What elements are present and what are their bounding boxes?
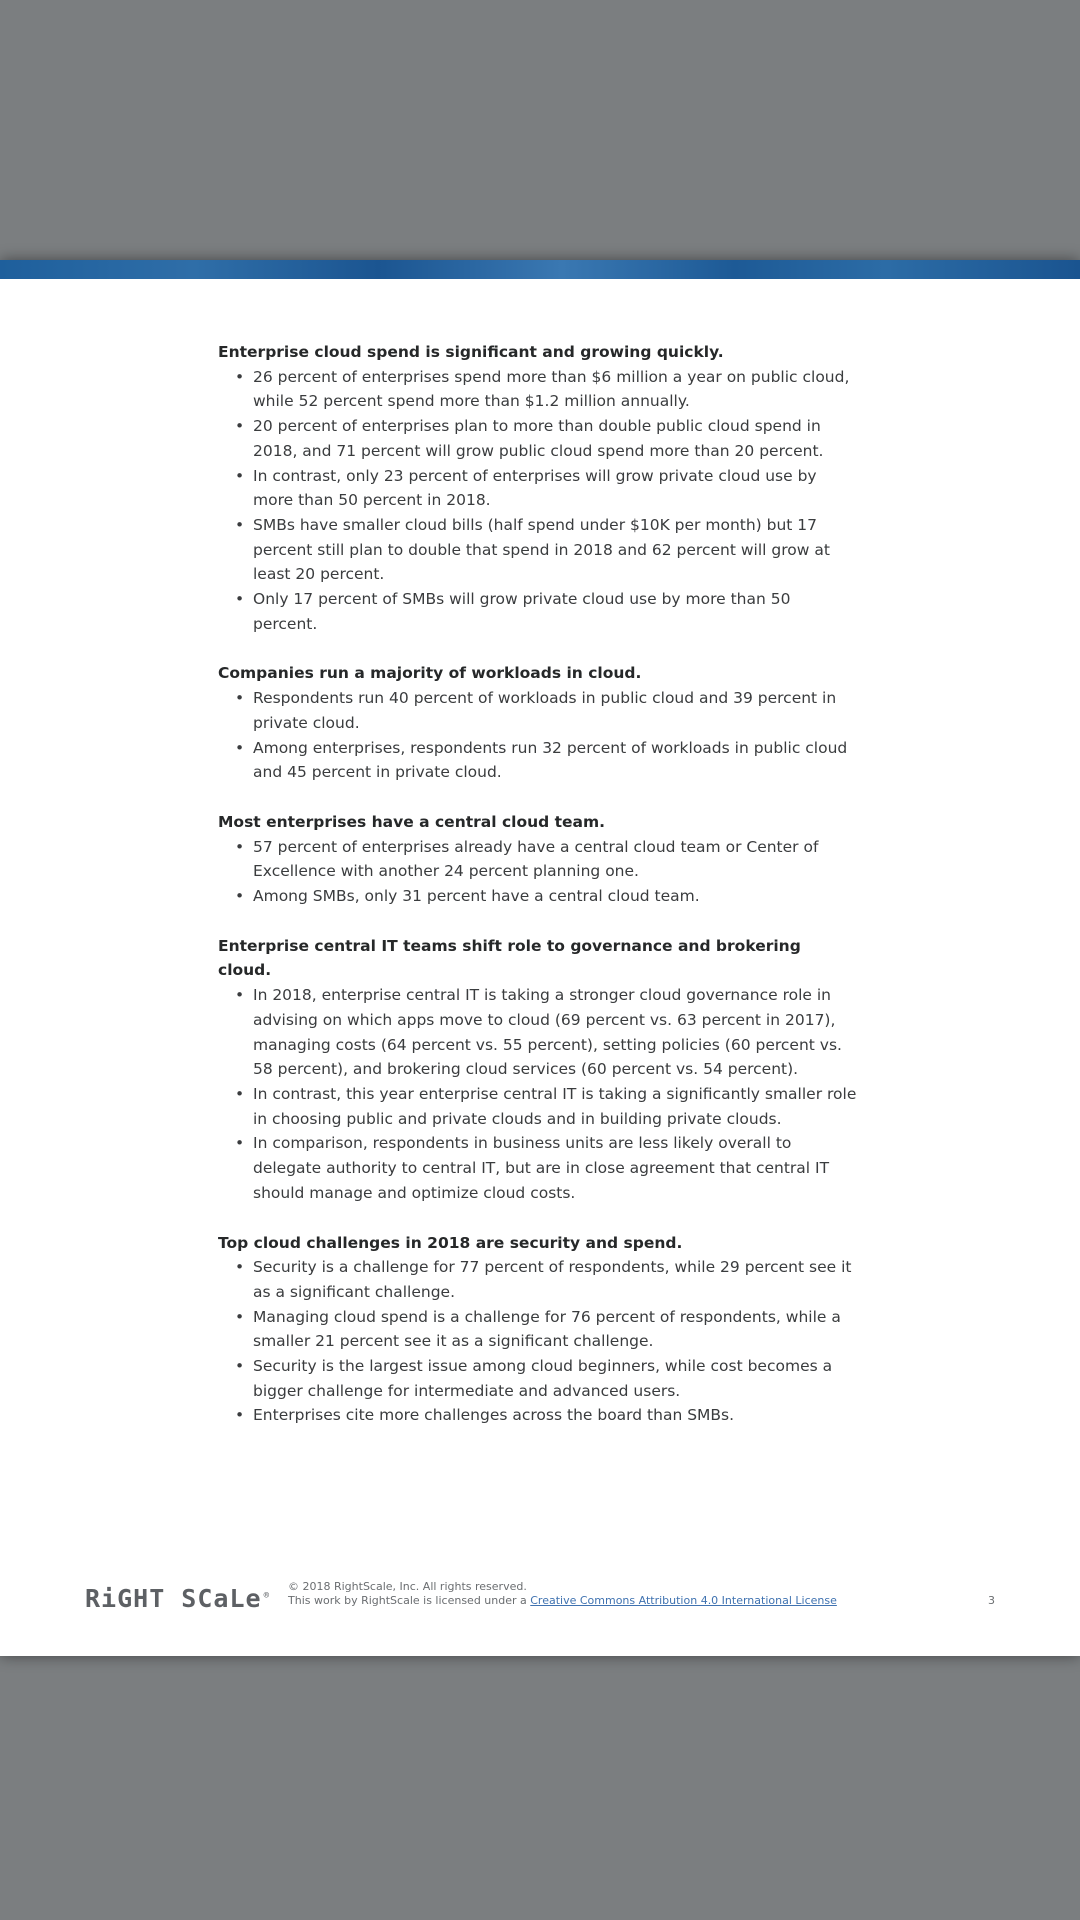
- copyright-text: © 2018 RightScale, Inc. All rights reserved.: [288, 1580, 527, 1593]
- bullet-text: 20 percent of enterprises plan to more than double public cloud spend in 2018, and 71 percent will grow public cloud spend more than 20 percent.: [253, 417, 824, 460]
- section-title: Enterprise central IT teams shift role to governance and brokering cloud.: [218, 936, 801, 980]
- bullet-icon: •: [235, 1134, 245, 1153]
- document-page: [0, 260, 1080, 1656]
- bullet-item: [218, 884, 858, 909]
- bullet-icon: •: [235, 837, 245, 856]
- section-title: Enterprise cloud spend is significant and growing quickly.: [218, 343, 724, 361]
- bullet-icon: •: [235, 1084, 245, 1103]
- section: [218, 934, 858, 1206]
- bullet-item: [218, 365, 858, 414]
- bullet-icon: •: [235, 689, 245, 708]
- bullet-text: 26 percent of enterprises spend more than $6 million a year on public cloud, while 52 percent spend more than $1.2 million annually.: [253, 367, 850, 411]
- section-title: Companies run a majority of workloads in cloud.: [218, 664, 642, 683]
- bullet-icon: •: [235, 367, 245, 386]
- section: [218, 661, 858, 785]
- bullet-icon: •: [235, 738, 245, 757]
- bullet-item: [218, 587, 858, 636]
- bullet-icon: •: [235, 887, 245, 906]
- bullet-icon: •: [235, 590, 245, 609]
- bullet-item: [218, 1305, 858, 1354]
- bullet-item: [218, 464, 858, 513]
- bullet-item: [218, 1082, 858, 1131]
- bullet-text: Enterprises cite more challenges across the board than SMBs.: [253, 1406, 735, 1425]
- bullet-text: In contrast, only 23 percent of enterprises will grow private cloud use by more than 50 percent in 2018.: [253, 466, 817, 510]
- bullet-item: [218, 414, 858, 463]
- license-prefix: This work by RightScale is licensed under a: [288, 1594, 531, 1607]
- bullet-text: SMBs have smaller cloud bills (half spend under $10K per month) but 17 percent still plan to double that spend in 2018 and 62 percent will grow at least 20 percent.: [253, 515, 830, 584]
- bullet-item: [218, 835, 858, 884]
- bullet-list: [218, 686, 858, 785]
- bullet-text: Respondents run 40 percent of workloads in public cloud and 39 percent in private cloud.: [253, 689, 837, 732]
- bullet-icon: •: [235, 1357, 245, 1376]
- bullet-item: [218, 1131, 858, 1205]
- bullet-icon: •: [235, 417, 245, 436]
- bullet-list: [218, 835, 858, 909]
- bullet-text: Among SMBs, only 31 percent have a central cloud team.: [253, 887, 700, 906]
- bullet-item: [218, 736, 858, 785]
- bullet-icon: •: [235, 1406, 245, 1425]
- bullet-text: Among enterprises, respondents run 32 percent of workloads in public cloud and 45 percent in private cloud.: [253, 738, 848, 782]
- bullet-item: [218, 1403, 858, 1428]
- bullet-item: [218, 513, 858, 587]
- license-line: [288, 1594, 837, 1608]
- bullet-icon: •: [235, 515, 245, 534]
- section: [218, 1231, 858, 1429]
- bullet-text: In comparison, respondents in business units are less likely overall to delegate authority to central IT, but are in close agreement that central IT should manage and optimize cloud costs.: [253, 1134, 830, 1202]
- bullet-item: [218, 1255, 858, 1304]
- bullet-item: [218, 983, 858, 1082]
- header-color-band: [0, 260, 1080, 279]
- bullet-icon: •: [235, 1307, 245, 1326]
- bullet-icon: •: [235, 466, 245, 485]
- bullet-icon: •: [235, 1258, 245, 1277]
- bullet-icon: •: [235, 986, 245, 1005]
- section-title: Top cloud challenges in 2018 are security and spend.: [218, 1233, 683, 1252]
- logo-text: RiGHT SCaLe: [85, 1584, 262, 1613]
- page-content: [218, 340, 858, 1453]
- section: [218, 810, 858, 909]
- bullet-text: Security is the largest issue among cloud beginners, while cost becomes a bigger challenge for intermediate and advanced users.: [253, 1357, 833, 1400]
- page-footer: [0, 1578, 1080, 1618]
- page-number: 3: [988, 1594, 995, 1607]
- bullet-text: In contrast, this year enterprise central IT is taking a significantly smaller role in choosing public and private clouds and in building private clouds.: [253, 1084, 857, 1128]
- bullet-list: [218, 983, 858, 1205]
- registered-mark: ®: [263, 1590, 270, 1601]
- section-title: Most enterprises have a central cloud team.: [218, 812, 606, 831]
- section: [218, 340, 858, 636]
- bullet-item: [218, 1354, 858, 1403]
- bullet-list: [218, 365, 858, 637]
- bullet-text: In 2018, enterprise central IT is taking a stronger cloud governance role in advising on which apps move to cloud (69 percent vs. 63 percent in 2017), managing costs (64 percent vs. 55 percent), setting policies (60 percent vs. 58 percent), and brokering cloud services (60 percent vs. 54 percent).: [253, 986, 842, 1079]
- bullet-list: [218, 1255, 858, 1428]
- bullet-text: Only 17 percent of SMBs will grow private cloud use by more than 50 percent.: [253, 590, 791, 633]
- rightscale-logo: [85, 1584, 270, 1613]
- bullet-text: Security is a challenge for 77 percent of respondents, while 29 percent see it as a significant challenge.: [253, 1258, 852, 1301]
- bullet-item: [218, 686, 858, 735]
- bullet-text: Managing cloud spend is a challenge for 76 percent of respondents, while a smaller 21 percent see it as a significant challenge.: [253, 1307, 841, 1351]
- license-link[interactable]: Creative Commons Attribution 4.0 International License: [530, 1594, 837, 1607]
- bullet-text: 57 percent of enterprises already have a central cloud team or Center of Excellence with another 24 percent planning one.: [253, 837, 819, 881]
- legal-notice: [288, 1580, 837, 1608]
